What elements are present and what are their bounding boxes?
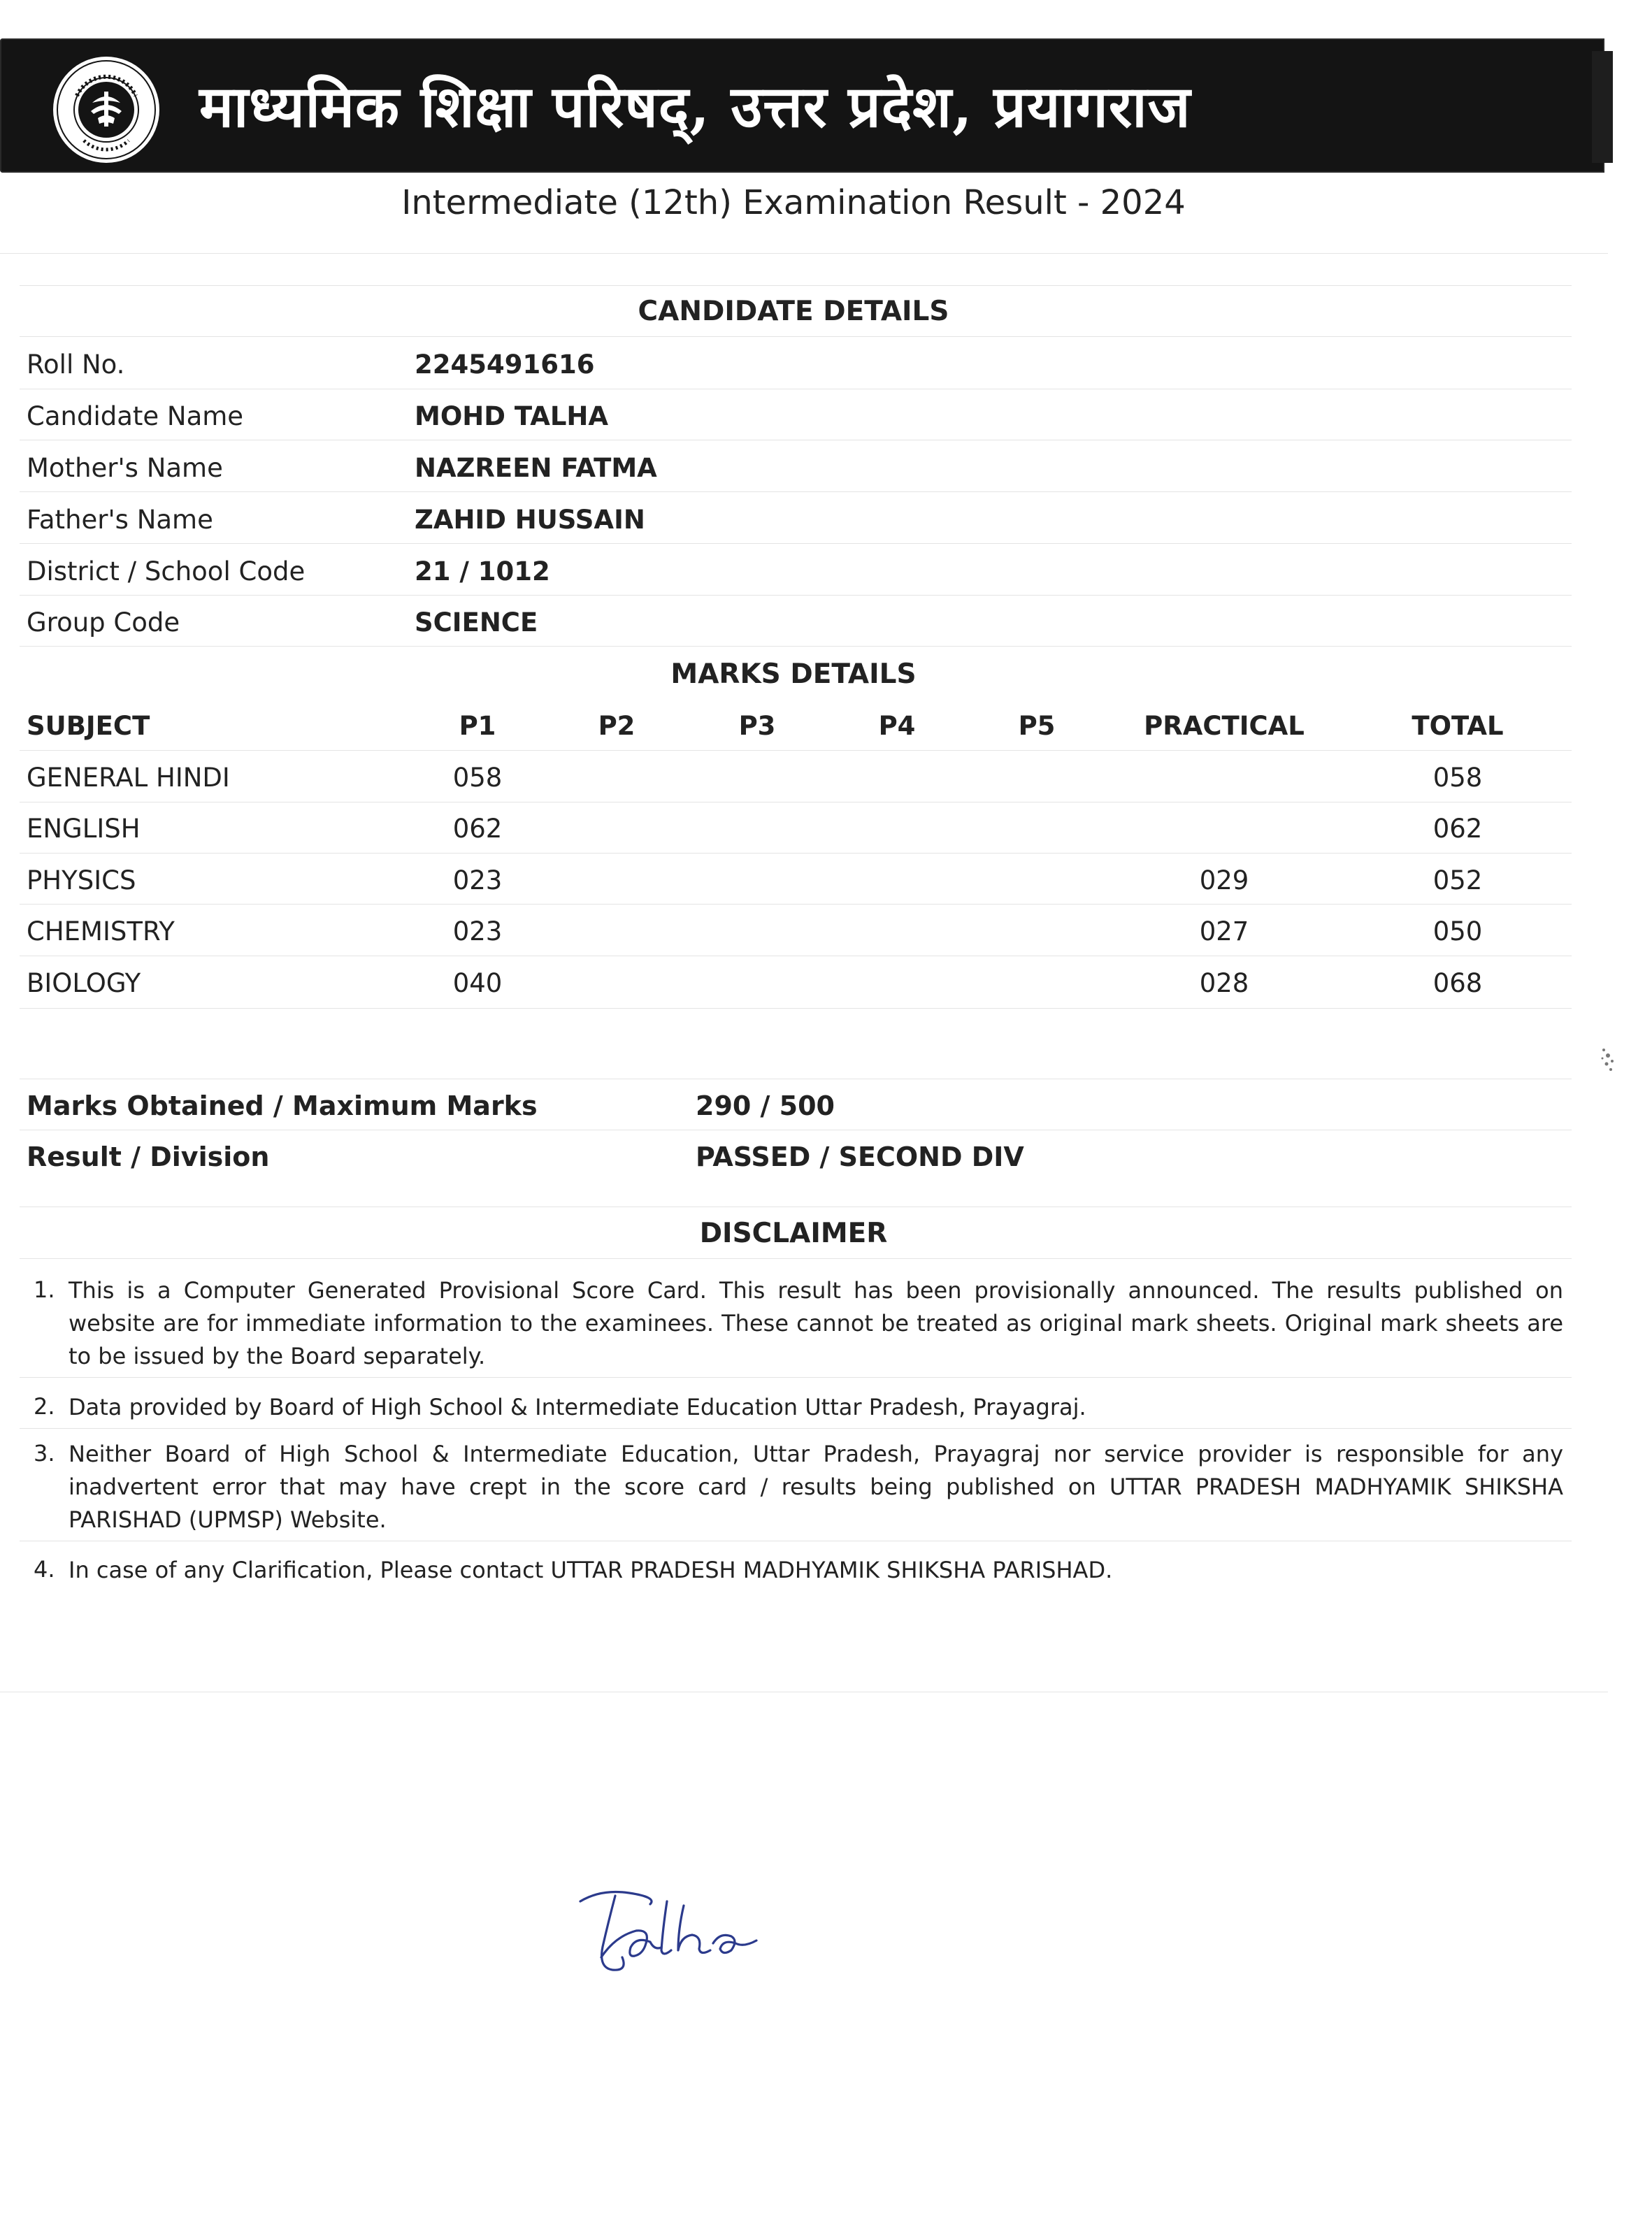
practical-cell: 027 [1199,916,1249,946]
p1-cell: 023 [452,865,503,895]
board-name: माध्यमिक शिक्षा परिषद्, उत्तर प्रदेश, प्रयागराज [199,73,1191,141]
practical-cell: 028 [1199,968,1249,998]
divider [20,595,1572,596]
divider [20,285,1572,286]
divider [20,491,1572,492]
marks-obtained-label: Marks Obtained / Maximum Marks [27,1090,538,1121]
disclaimer-heading: DISCLAIMER [699,1218,888,1249]
subject-cell: ENGLISH [27,814,141,844]
total-cell: 068 [1432,968,1483,998]
divider [20,853,1572,854]
group-code-value: SCIENCE [415,607,538,638]
disclaimer-number: 3. [34,1440,55,1467]
roll-no-value: 2245491616 [415,350,595,380]
p1-cell: 040 [452,968,503,998]
subject-cell: CHEMISTRY [27,916,175,946]
result-division-value: PASSED / SECOND DIV [696,1142,1024,1172]
mother-name-label: Mother's Name [27,453,223,483]
column-header-total: TOTAL [1412,711,1504,741]
divider [20,543,1572,544]
column-header-subject: SUBJECT [27,711,150,741]
total-cell: 058 [1432,763,1483,793]
group-code-label: Group Code [27,607,180,638]
page-title: Intermediate (12th) Examination Result - 2024 [401,183,1186,222]
candidate-signature [573,1880,769,1985]
total-cell: 050 [1432,916,1483,946]
column-header-p3: P3 [738,711,776,741]
column-header-practical: PRACTICAL [1144,711,1305,741]
divider [20,1008,1572,1009]
candidate-name-value: MOHD TALHA [415,401,609,431]
practical-cell: 029 [1199,865,1249,895]
disclaimer-number: 2. [34,1393,55,1420]
p1-cell: 062 [452,814,503,844]
p1-cell: 023 [452,916,503,946]
column-header-p5: P5 [1018,711,1056,741]
candidate-name-label: Candidate Name [27,401,244,431]
district-school-code-value: 21 / 1012 [415,556,550,586]
subject-cell: GENERAL HINDI [27,763,230,793]
divider [20,1258,1572,1259]
column-header-p1: P1 [459,711,496,741]
divider [20,336,1572,337]
total-cell: 052 [1432,865,1483,895]
mother-name-value: NAZREEN FATMA [415,453,657,483]
subject-cell: PHYSICS [27,865,136,895]
column-header-p2: P2 [598,711,635,741]
column-header-p4: P4 [878,711,916,741]
disclaimer-item: Neither Board of High School & Intermediate Education, Uttar Pradesh, Prayagraj nor service provider is responsible for any inadvertent error that may have crept in the score card / results being published on UTTAR PRADESH MADHYAMIK SHIKSHA PARISHAD (UPMSP) Website. [69,1441,1563,1533]
father-name-label: Father's Name [27,505,213,535]
marks-obtained-value: 290 / 500 [696,1090,835,1121]
header-band [0,38,1604,173]
divider [20,904,1572,905]
total-cell: 062 [1432,814,1483,844]
district-school-code-label: District / School Code [27,556,306,586]
disclaimer-item: This is a Computer Generated Provisional Score Card. This result has been provisionally announced. The results published on website are for immediate information to the examinees. These cannot be treated as original mark sheets. Original mark sheets are to be issued by the Board separately. [69,1277,1563,1369]
subject-cell: BIOLOGY [27,968,141,998]
scan-speck [1594,1042,1622,1083]
divider [20,750,1572,751]
p1-cell: 058 [452,763,503,793]
father-name-value: ZAHID HUSSAIN [415,505,645,535]
board-emblem-icon [49,54,164,166]
disclaimer-item: Data provided by Board of High School & Intermediate Education Uttar Pradesh, Prayagraj. [69,1394,1086,1420]
candidate-details-heading: CANDIDATE DETAILS [638,296,949,327]
divider [20,1428,1572,1429]
divider [20,1377,1572,1378]
disclaimer-number: 4. [34,1556,55,1583]
result-division-label: Result / Division [27,1142,270,1172]
roll-no-label: Roll No. [27,350,125,380]
header-edge [1592,51,1613,163]
marks-details-heading: MARKS DETAILS [670,658,917,690]
disclaimer-number: 1. [34,1276,55,1303]
divider [0,253,1608,254]
divider [20,646,1572,647]
disclaimer-item: In case of any Clarification, Please contact UTTAR PRADESH MADHYAMIK SHIKSHA PARISHAD. [69,1557,1113,1583]
